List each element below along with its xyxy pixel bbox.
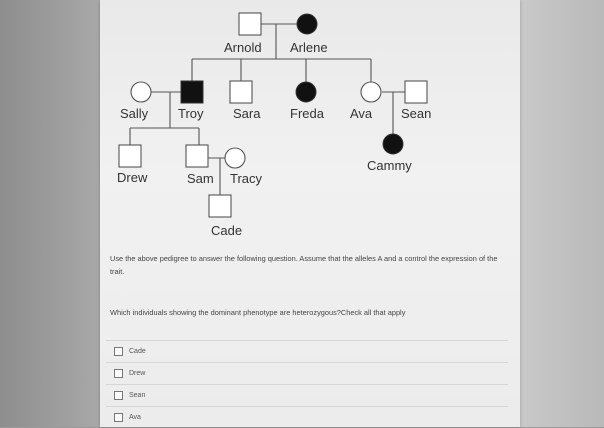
question-instruction: Use the above pedigree to answer the following question. Assume that the alleles A and a control the expression of the trait.	[110, 254, 498, 276]
sara-label: Sara	[233, 106, 261, 121]
freda-label: Freda	[290, 106, 324, 121]
question-page	[100, 0, 520, 427]
drew-symbol	[119, 145, 141, 167]
checkbox-ava[interactable]	[114, 413, 123, 422]
tracy-label: Tracy	[230, 171, 263, 186]
arlene-symbol	[297, 14, 317, 34]
ava-label: Ava	[350, 106, 373, 121]
sam-label: Sam	[187, 171, 214, 186]
troy-symbol	[181, 81, 203, 103]
checkbox-sean[interactable]	[114, 391, 123, 400]
arnold-label: Arnold	[224, 40, 262, 55]
sam-symbol	[186, 145, 208, 167]
option-sean[interactable]	[106, 384, 508, 406]
tracy-symbol	[225, 148, 245, 168]
cammy-symbol	[383, 134, 403, 154]
option-ava[interactable]	[106, 406, 508, 428]
question-prompt: Which individuals showing the dominant phenotype are heterozygous?Check all that apply	[110, 308, 406, 317]
answer-options	[106, 340, 508, 428]
cammy-label: Cammy	[367, 158, 412, 173]
ava-symbol	[361, 82, 381, 102]
pedigree-chart	[100, 0, 520, 245]
option-cade[interactable]	[106, 340, 508, 362]
sean-symbol	[405, 81, 427, 103]
background-right	[518, 0, 604, 427]
option-drew[interactable]	[106, 362, 508, 384]
cade-label: Cade	[211, 223, 243, 238]
freda-symbol	[296, 82, 316, 102]
troy-label: Troy	[178, 106, 204, 121]
arnold-symbol	[239, 13, 261, 35]
option-label: Cade	[129, 348, 146, 355]
sara-symbol	[230, 81, 252, 103]
sally-symbol	[131, 82, 151, 102]
option-label: Sean	[129, 392, 146, 399]
sean-label: Sean	[401, 106, 432, 121]
checkbox-cade[interactable]	[114, 347, 123, 356]
background-left	[0, 0, 100, 427]
option-label: Ava	[129, 414, 141, 421]
sally-label: Sally	[120, 106, 149, 121]
cade-symbol	[209, 195, 231, 217]
option-label: Drew	[129, 370, 146, 377]
drew-label: Drew	[117, 170, 148, 185]
checkbox-drew[interactable]	[114, 369, 123, 378]
arlene-label: Arlene	[290, 40, 328, 55]
